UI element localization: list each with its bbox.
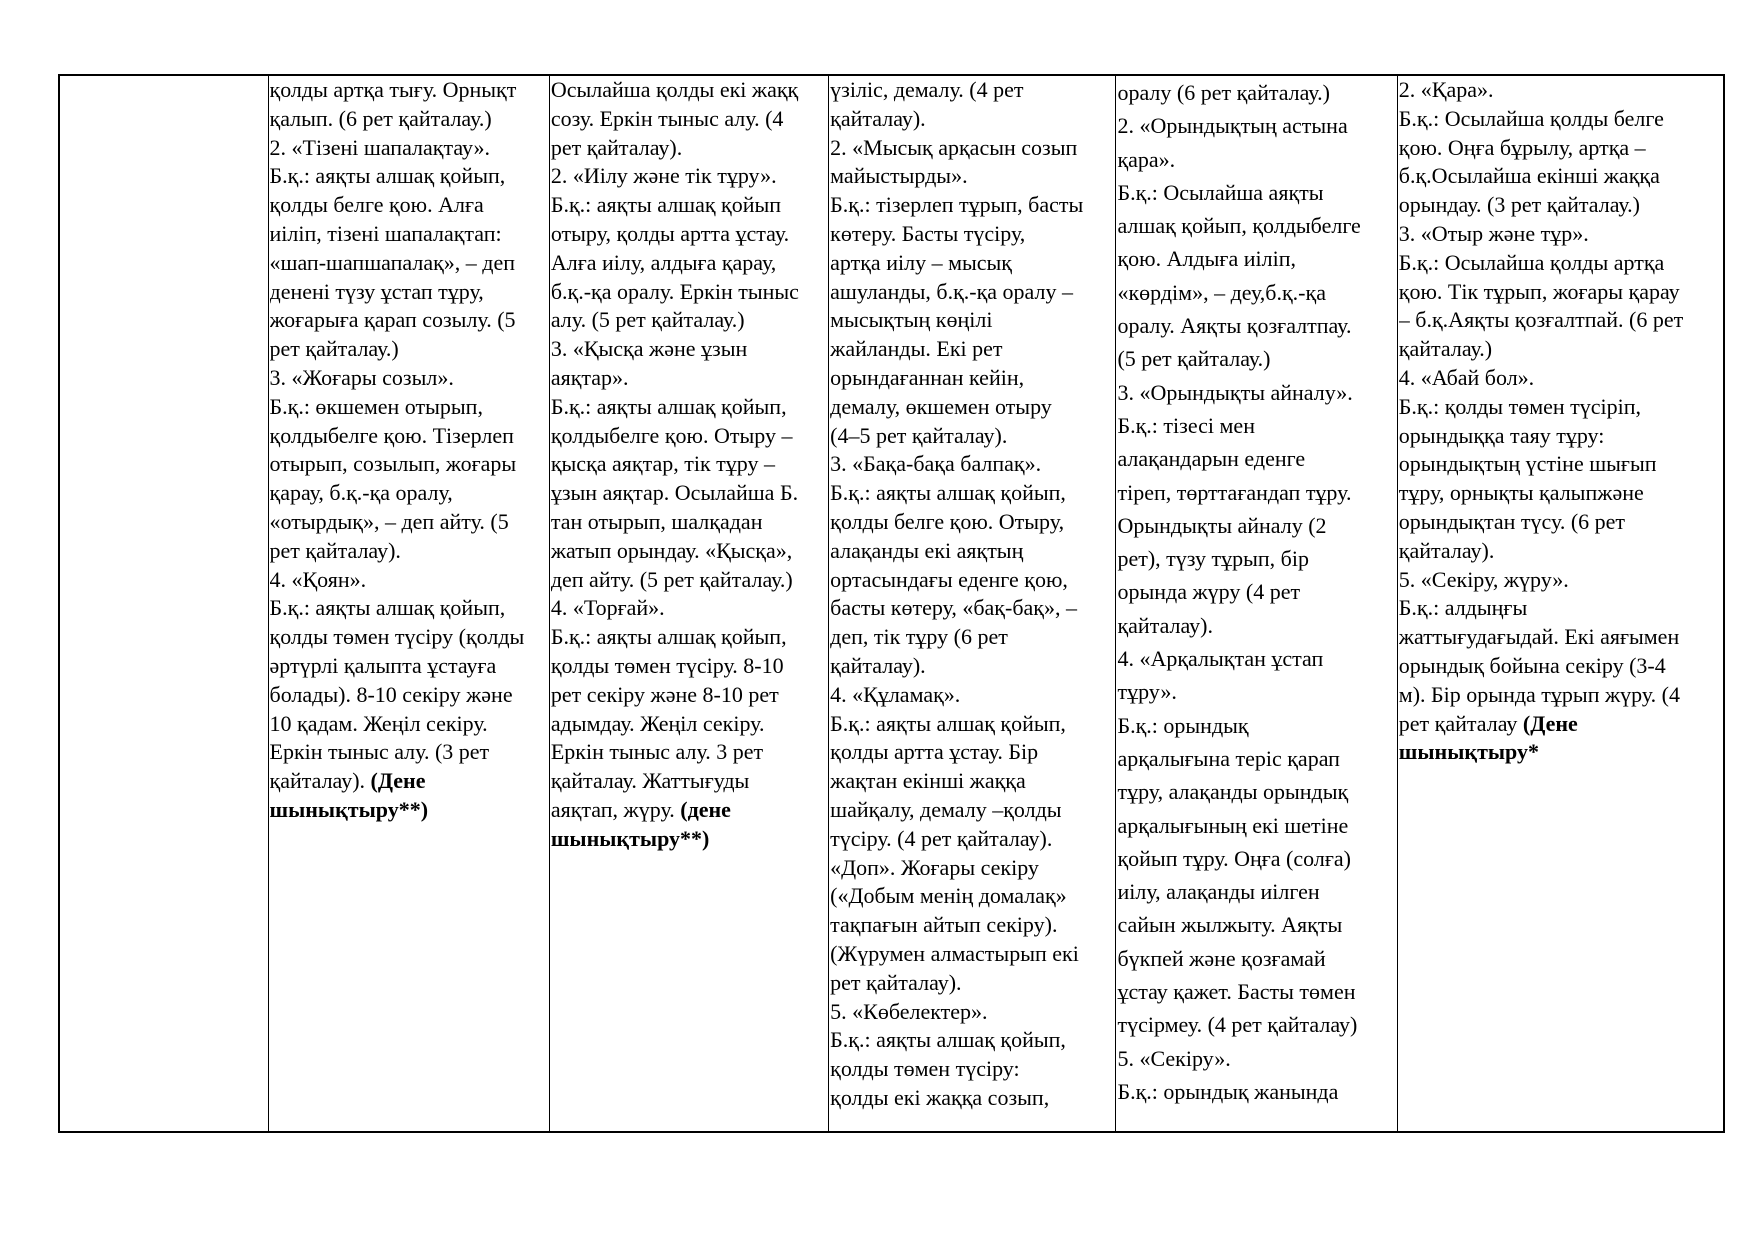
text-line: орындық бойына секіру (3-4 xyxy=(1398,652,1666,678)
text-line: артқа иілу – мысық xyxy=(830,249,1012,275)
text-line: «шап-шапшапалақ», – деп xyxy=(269,249,516,275)
text-line: Б.қ.: аяқты алшақ қойып xyxy=(550,192,782,218)
text-line: сайын жылжыту. Аяқты xyxy=(1117,912,1343,938)
text-line: тан отырып, шалқадан xyxy=(550,508,763,534)
text-line: жаттығудағыдай. Екі аяғымен xyxy=(1398,624,1680,650)
text-line: Алға иілу, алдыға қарау, xyxy=(550,249,777,275)
text-line: Б.қ.: Осылайша қолды артқа xyxy=(1398,249,1665,275)
text-line: Еркін тыныс алу. (3 рет xyxy=(269,739,490,765)
text-line: орындықтан түсу. (6 рет xyxy=(1398,508,1626,534)
text-line: 4. «Қоян». xyxy=(269,566,367,592)
text-line: түсіру. (4 рет қайталау). xyxy=(830,825,1053,851)
text-line: Б.қ.: орындық жанында xyxy=(1117,1078,1339,1104)
text-line: жоғарыға қарап созылу. (5 xyxy=(269,307,516,333)
text-line: рет қайталау). xyxy=(830,969,962,995)
text-line: Б.қ.: аяқты алшақ қойып, xyxy=(269,163,506,189)
text-line: деп айту. (5 рет қайталау.) xyxy=(550,566,793,592)
text-line: қайталау). (Дене xyxy=(269,768,426,794)
text-line: қарау, б.қ.-қа оралу, xyxy=(269,480,453,506)
text-line: тұру». xyxy=(1117,679,1177,705)
bold-text: (Дене xyxy=(370,768,426,794)
cell-text xyxy=(270,76,549,825)
cell-text xyxy=(1117,76,1396,1108)
text-line: қою. Оңға бұрылу, артқа – xyxy=(1398,134,1646,160)
text-line: қайталау.) xyxy=(1398,336,1493,362)
text-line: Еркін тыныс алу. 3 рет xyxy=(550,739,764,765)
text-line: рет қайталау). xyxy=(550,134,683,160)
text-line: иілу, алақанды иілген xyxy=(1117,879,1320,905)
text-line: м). Бір орында тұрып жүру. (4 xyxy=(1398,681,1681,707)
text-line: аяқтап, жүру. (дене xyxy=(550,796,731,822)
text-line: орындыққа таяу тұру: xyxy=(1398,422,1605,448)
text-line: Б.қ.: аяқты алшақ қойып, xyxy=(550,624,787,650)
text-line: 5. «Секіру». xyxy=(1117,1045,1231,1071)
text-line: қолды артта ұстау. Бір xyxy=(830,739,1039,765)
text-line: (5 рет қайталау.) xyxy=(1117,346,1271,372)
text-line: рет), түзу тұрып, бір xyxy=(1117,546,1309,572)
text-line: әртүрлі қалыпта ұстауға xyxy=(269,652,497,678)
text-line: Б.қ.: алдыңғы xyxy=(1398,595,1528,621)
text-line: («Добым менің домалақ» xyxy=(830,883,1067,909)
text-line: қолдыбелге қою. Тізерлеп xyxy=(269,422,514,448)
text-line: қолды белге қою. Отыру, xyxy=(830,508,1065,534)
text-line: орындағаннан кейін, xyxy=(830,364,1025,390)
text-line: Б.қ.: аяқты алшақ қойып, xyxy=(550,393,787,419)
text-line: үзіліс, демалу. (4 рет xyxy=(830,77,1024,102)
text-line: қолды белге қою. Алға xyxy=(269,192,484,218)
text-line: Осылайша қолды екі жаққ xyxy=(550,77,799,102)
text-line: иіліп, тізені шапалақтап: xyxy=(269,220,502,246)
text-line: 3. «Жоғары созыл». xyxy=(269,364,454,390)
text-line: қолды артқа тығу. Орнықт xyxy=(269,77,517,102)
text-line: қайталау). xyxy=(1398,537,1495,563)
text-line: тақпағын айтып секіру). xyxy=(830,912,1058,938)
text-line: 4. «Құламақ». xyxy=(830,681,961,707)
text-line: рет қайталау). xyxy=(269,537,401,563)
text-line: Б.қ.: аяқты алшақ қойып, xyxy=(830,480,1066,506)
cell-text xyxy=(551,76,828,854)
text-line: созу. Еркін тыныс алу. (4 xyxy=(550,105,784,131)
text-line: Б.қ.: орындық xyxy=(1117,712,1249,738)
table-cell-empty xyxy=(60,76,269,1131)
text-line: жатып орындау. «Қысқа», xyxy=(550,537,793,563)
text-line: тіреп, төрттағандап тұру. xyxy=(1117,479,1352,505)
text-line: (4–5 рет қайталау). xyxy=(830,422,1008,448)
text-line-bold: шынықтыру**) xyxy=(550,825,710,851)
text-line: қойып тұру. Оңға (солға) xyxy=(1117,845,1351,871)
cell-text xyxy=(830,76,1115,1113)
text-line: Б.қ.: қолды төмен түсіріп, xyxy=(1398,393,1642,419)
text-line: 4. «Арқалықтан ұстап xyxy=(1117,646,1324,672)
text-line: (Жүрумен алмастырып екі xyxy=(830,940,1079,966)
text-line: оралу. Аяқты қозғалтпау. xyxy=(1117,313,1352,339)
text-line: қою. Тік тұрып, жоғары қарау xyxy=(1398,278,1680,304)
text-line: қолды төмен түсіру. 8-10 xyxy=(550,652,784,678)
text-line: – б.қ.Аяқты қозғалтпай. (6 рет xyxy=(1398,307,1684,333)
text-line: болады). 8-10 секіру және xyxy=(269,681,513,707)
text-line: бүкпей және қозғамай xyxy=(1117,945,1326,971)
text-line: қолдыбелге қою. Отыру – xyxy=(550,422,793,448)
text-line: Б.қ.: тізесі мен xyxy=(1117,412,1255,438)
bold-text: (дене xyxy=(680,796,731,822)
text-line: рет қайталау.) xyxy=(269,336,399,362)
text-line: арқалығына теріс қарап xyxy=(1117,745,1340,771)
text-line: Б.қ.: тізерлеп тұрып, басты xyxy=(830,192,1084,218)
text-line: қолды екі жаққа созып, xyxy=(830,1084,1050,1110)
text-line: қысқа аяқтар, тік тұру – xyxy=(550,451,775,477)
text-line: мысықтың көңілі xyxy=(830,307,993,333)
text-line: рет секіру және 8-10 рет xyxy=(550,681,779,707)
table-cell-exercises-3 xyxy=(829,76,1116,1131)
text-line: 5. «Секіру, жүру». xyxy=(1398,566,1569,592)
bold-text: (Дене xyxy=(1522,710,1578,736)
text-line: ашуланды, б.қ.-қа оралу – xyxy=(830,278,1073,304)
text-line: 4. «Торғай». xyxy=(550,595,665,621)
table-cell-exercises-4 xyxy=(1116,76,1397,1131)
text-line-bold: шынықтыру* xyxy=(1398,739,1540,765)
text-line: «отырдық», – деп айту. (5 xyxy=(269,508,509,534)
text-line: басты көтеру, «бақ-бақ», – xyxy=(830,595,1077,621)
text-line: ұзын аяқтар. Осылайша Б. xyxy=(550,480,799,506)
text-line: көтеру. Басты түсіру, xyxy=(830,220,1026,246)
text-line: аяқтар». xyxy=(550,364,629,390)
text-line: 3. «Қысқа және ұзын xyxy=(550,336,748,362)
text-line: Б.қ.: Осылайша қолды белге xyxy=(1398,105,1664,131)
text-line: қолды төмен түсіру: xyxy=(830,1056,1020,1082)
text-line: қайталау. Жаттығуды xyxy=(550,768,750,794)
text-line: отыру, қолды артта ұстау. xyxy=(550,220,790,246)
text-line: 4. «Абай бол». xyxy=(1398,364,1535,390)
text-line: майыстырды». xyxy=(830,163,968,189)
text-line: 2. «Қара». xyxy=(1398,77,1494,102)
text-line: «Доп». Жоғары секіру xyxy=(830,854,1039,880)
text-line-bold: шынықтыру**) xyxy=(269,796,429,822)
text-line: адымдау. Жеңіл секіру. xyxy=(550,710,765,736)
text-line: ортасындағы еденге қою, xyxy=(830,566,1068,592)
text-line: түсірмеу. (4 рет қайталау) xyxy=(1117,1012,1358,1038)
text-line: 2. «Мысық арқасын созып xyxy=(830,134,1078,160)
text-line: қайталау). xyxy=(1117,612,1213,638)
text-line: алақанды екі аяқтың xyxy=(830,537,1024,563)
text-line: 2. «Орындықтың астына xyxy=(1117,113,1348,139)
text-line: 3. «Бақа-бақа балпақ». xyxy=(830,451,1042,477)
text-line: арқалығының екі шетіне xyxy=(1117,812,1349,838)
text-line: 5. «Көбелектер». xyxy=(830,998,988,1024)
text-line: қайталау). xyxy=(830,652,926,678)
text-line: қалып. (6 рет қайталау.) xyxy=(269,105,492,131)
text-line: орындықтың үстіне шығып xyxy=(1398,451,1657,477)
text-line: денені түзу ұстап тұру, xyxy=(269,278,484,304)
table-cell-exercises-5 xyxy=(1398,76,1723,1131)
text-line: б.қ.Осылайша екінші жаққа xyxy=(1398,163,1660,189)
text-line: орында жүру (4 рет xyxy=(1117,579,1301,605)
document-table xyxy=(58,74,1725,1133)
text-line: отырып, созылып, жоғары xyxy=(269,451,517,477)
text-line: жайланды. Екі рет xyxy=(830,336,1003,362)
text-line: қара». xyxy=(1117,146,1176,172)
text-line: Б.қ.: аяқты алшақ қойып, xyxy=(830,1027,1066,1053)
text-line: «көрдім», – деу,б.қ.-қа xyxy=(1117,279,1326,305)
text-line: алақандарын еденге xyxy=(1117,446,1306,472)
text-line: 2. «Тізені шапалақтау». xyxy=(269,134,491,160)
text-line: демалу, өкшемен отыру xyxy=(830,393,1052,419)
text-line: Б.қ.: өкшемен отырып, xyxy=(269,393,483,419)
text-line: алу. (5 рет қайталау.) xyxy=(550,307,745,333)
table-cell-exercises-1 xyxy=(269,76,550,1131)
text-line: 2. «Иілу және тік тұру». xyxy=(550,163,777,189)
text-line: ұстау қажет. Басты төмен xyxy=(1117,979,1356,1005)
text-line: 3. «Орындықты айналу». xyxy=(1117,379,1353,405)
text-line: деп, тік тұру (6 рет xyxy=(830,624,1008,650)
text-line: жақтан екінші жаққа xyxy=(830,768,1026,794)
text-line: Б.қ.: аяқты алшақ қойып, xyxy=(830,710,1066,736)
text-line: Б.қ.: аяқты алшақ қойып, xyxy=(269,595,506,621)
text-line: орындау. (3 рет қайталау.) xyxy=(1398,192,1641,218)
text-line: Орындықты айналу (2 xyxy=(1117,512,1327,538)
text-line: рет қайталау (Дене xyxy=(1398,710,1578,736)
text-line: тұру, алақанды орындық xyxy=(1117,779,1349,805)
text-line: б.қ.-қа оралу. Еркін тыныс xyxy=(550,278,799,304)
text-line: шайқалу, демалу –қолды xyxy=(830,796,1062,822)
text-line: Б.қ.: Осылайша аяқты xyxy=(1117,179,1324,205)
cell-text xyxy=(1399,76,1723,767)
text-line: алшақ қойып, қолдыбелге xyxy=(1117,213,1361,239)
text-line: қою. Алдыға иіліп, xyxy=(1117,246,1296,272)
text-line: оралу (6 рет қайталау.) xyxy=(1117,80,1330,105)
text-line: 10 қадам. Жеңіл секіру. xyxy=(269,710,488,736)
text-line: қолды төмен түсіру (қолды xyxy=(269,624,525,650)
text-line: қайталау). xyxy=(830,105,926,131)
text-line: тұру, орнықты қалыпжәне xyxy=(1398,480,1644,506)
table-cell-exercises-2 xyxy=(550,76,829,1131)
text-line: 3. «Отыр және тұр». xyxy=(1398,220,1589,246)
